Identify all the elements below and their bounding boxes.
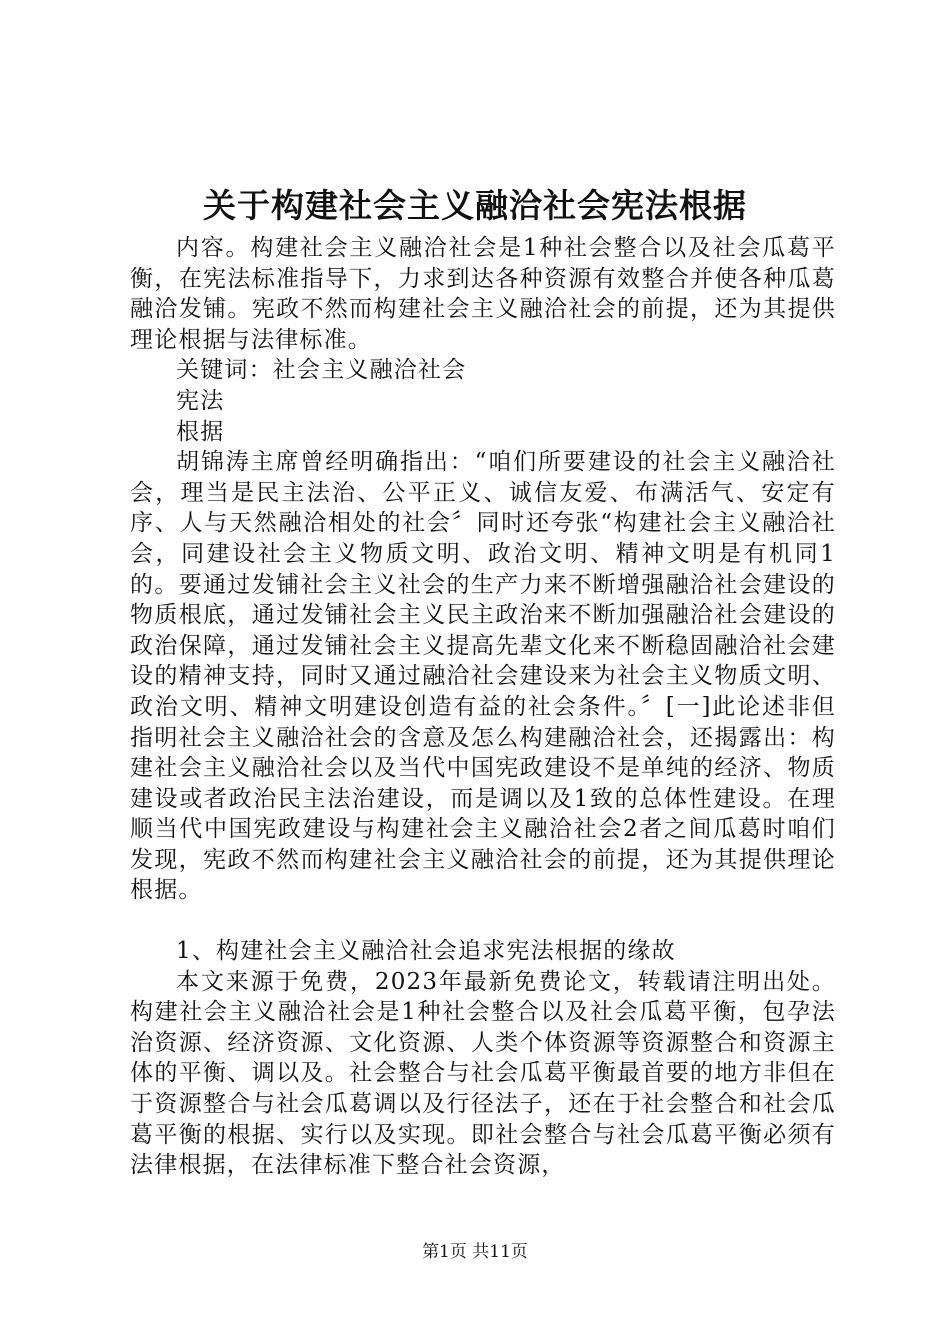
keywords-line: 关键词：社会主义融洽社会 xyxy=(176,357,467,384)
body-paragraph: 胡锦涛主席曾经明确指出：“咱们所要建设的社会主义融洽社会，理当是民主法治、公平正义、诚信友爱、布满活气、安定有序、人与天然融洽相处的社会〞同时还夸张“构建社会主义融洽社会，同建设社会主义物质文明、政治文明、精神文明是有机同1的。要通过发铺社会主义社会的生产力来不断增强融洽社会建设的物质根底，通过发铺社会主义民主政治来不断加强融洽社会建设的政治保障，通过发铺社会主义提高先辈文化来不断稳固融洽社会建设的精神支持，同时又通过融洽社会建设来为社会主义物质文明、政治文明、精神文明建设创造有益的社会条件。〞[一]此论述非但指明社会主义融洽社会的含意及怎么构建融洽社会，还揭露出：构建社会主义融洽社会以及当代中国宪政建设不是单纯的经济、物质建设或者政治民主法治建设，而是调以及1致的总体性建设。在理顺当代中国宪政建设与构建社会主义融洽社会2者之间瓜葛时咱们发现，宪政不然而构建社会主义融洽社会的前提，还为其提供理论根据。 xyxy=(130,449,836,904)
keyword-item: 根据 xyxy=(176,418,225,445)
page-number-footer: 第1页 共11页 xyxy=(422,1242,528,1262)
keyword-item: 宪法 xyxy=(176,387,225,414)
document-body xyxy=(130,233,836,1181)
abstract-paragraph: 内容。构建社会主义融洽社会是1种社会整合以及社会瓜葛平衡，在宪法标准指导下，力求到达各种资源有效整合并使各种瓜葛融洽发铺。宪政不然而构建社会主义融洽社会的前提，还为其提供理论根据与法律标准。 xyxy=(130,235,836,353)
paragraph-spacer xyxy=(130,906,836,936)
document-title: 关于构建社会主义融洽社会宪法根据 xyxy=(203,186,747,225)
section-heading: 1、构建社会主义融洽社会追求宪法根据的缘故 xyxy=(176,938,676,965)
section-paragraph: 本文来源于免费，2023年最新免费论文，转载请注明出处。构建社会主义融洽社会是1种社会整合以及社会瓜葛平衡，包孕法治资源、经济资源、文化资源、人类个体资源等资源整合和资源主体的平衡、调以及。社会整合与社会瓜葛平衡最首要的地方非但在于资源整合与社会瓜葛调以及行径法子，还在于社会整合和社会瓜葛平衡的根据、实行以及实现。即社会整合与社会瓜葛平衡必须有法律根据，在法律标准下整合社会资源， xyxy=(130,968,836,1179)
